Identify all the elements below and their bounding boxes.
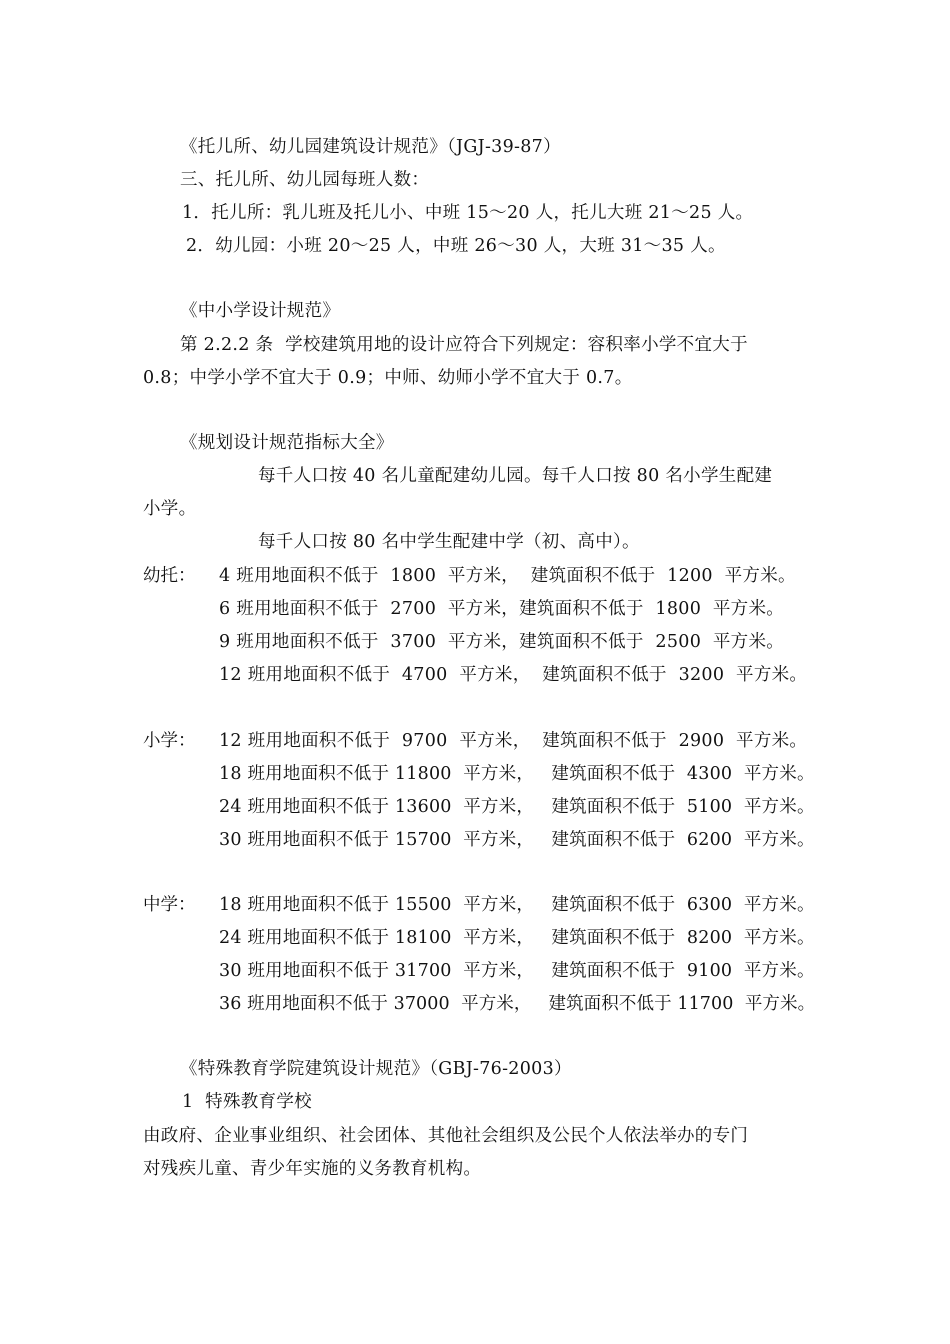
primary-label: 小学： xyxy=(143,731,196,751)
planning-index-title: 《规划设计规范指标大全》 xyxy=(180,433,394,453)
primary-row: 24 班用地面积不低于 13600 平方米， 建筑面积不低于 5100 平方米。 xyxy=(219,797,815,817)
kindergarten-class-size: 2．幼儿园：小班 20～25 人，中班 26～30 人，大班 31～35 人。 xyxy=(186,236,726,256)
middle-row: 36 班用地面积不低于 37000 平方米， 建筑面积不低于 11700 平方米。 xyxy=(219,994,816,1014)
middle-row: 30 班用地面积不低于 31700 平方米， 建筑面积不低于 9100 平方米。 xyxy=(219,961,815,981)
planning-para1-line2: 小学。 xyxy=(143,499,197,519)
kindergarten-code-title: 《托儿所、幼儿园建筑设计规范》（JGJ-39-87） xyxy=(180,137,561,157)
planning-para2: 每千人口按 80 名中学生配建中学（初、高中）。 xyxy=(258,532,640,552)
special-school-definition-line2: 对残疾儿童、青少年实施的义务教育机构。 xyxy=(143,1159,482,1179)
planning-para1-line1: 每千人口按 40 名儿童配建幼儿园。每千人口按 80 名小学生配建 xyxy=(258,466,773,486)
primary-row: 18 班用地面积不低于 11800 平方米， 建筑面积不低于 4300 平方米。 xyxy=(219,764,815,784)
kindergarten-row: 12 班用地面积不低于 4700 平方米， 建筑面积不低于 3200 平方米。 xyxy=(219,665,808,685)
special-education-code-title: 《特殊教育学院建筑设计规范》（GBJ-76-2003） xyxy=(180,1059,572,1079)
school-code-title: 《中小学设计规范》 xyxy=(180,301,341,321)
middle-row: 24 班用地面积不低于 18100 平方米， 建筑面积不低于 8200 平方米。 xyxy=(219,928,815,948)
primary-row: 12 班用地面积不低于 9700 平方米， 建筑面积不低于 2900 平方米。 xyxy=(219,731,808,751)
kindergarten-row: 6 班用地面积不低于 2700 平方米，建筑面积不低于 1800 平方米。 xyxy=(219,599,785,619)
article-2-2-2-line2: 0.8；中学小学不宜大于 0.9；中师、幼师小学不宜大于 0.7。 xyxy=(143,368,633,388)
class-size-heading: 三、托儿所、幼儿园每班人数： xyxy=(180,170,430,190)
nursery-class-size: 1．托儿所：乳儿班及托儿小、中班 15～20 人，托儿大班 21～25 人。 xyxy=(182,203,754,223)
middle-row: 18 班用地面积不低于 15500 平方米， 建筑面积不低于 6300 平方米。 xyxy=(219,895,815,915)
middle-label: 中学： xyxy=(143,895,196,915)
primary-row: 30 班用地面积不低于 15700 平方米， 建筑面积不低于 6200 平方米。 xyxy=(219,830,815,850)
special-school-item: 1 特殊教育学校 xyxy=(182,1092,312,1112)
special-school-definition-line1: 由政府、企业事业组织、社会团体、其他社会组织及公民个人依法举办的专门 xyxy=(143,1126,749,1146)
article-2-2-2-line1: 第 2.2.2 条 学校建筑用地的设计应符合下列规定：容积率小学不宜大于 xyxy=(180,335,748,355)
kindergarten-row: 4 班用地面积不低于 1800 平方米， 建筑面积不低于 1200 平方米。 xyxy=(219,566,796,586)
kindergarten-label: 幼托： xyxy=(143,566,196,586)
kindergarten-row: 9 班用地面积不低于 3700 平方米，建筑面积不低于 2500 平方米。 xyxy=(219,632,785,652)
